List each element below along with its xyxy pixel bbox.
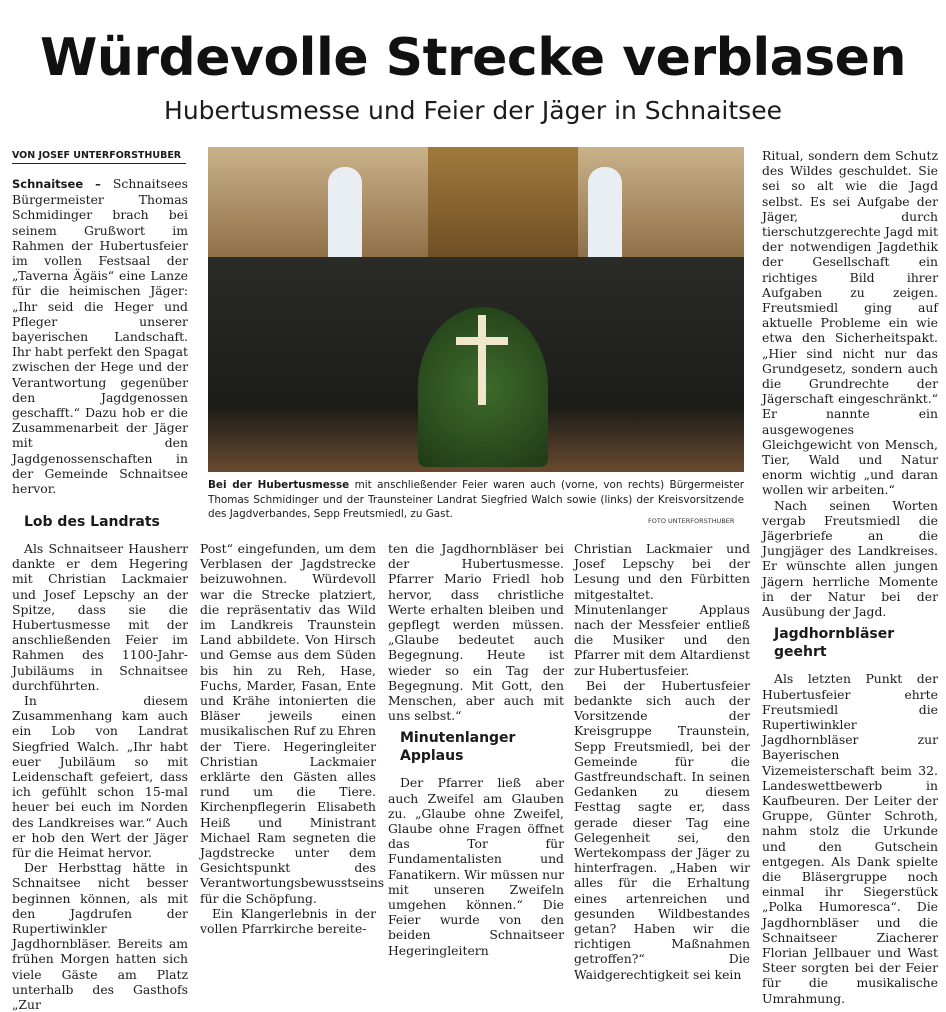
byline: VON JOSEF UNTERFORSTHUBER [12, 150, 186, 164]
caption-text: mit anschließender Feier waren auch (vorne, von rechts) Bürgermeister Thomas Schmidinger und der Traunsteiner Landrat Siegfried Walch sowie (links) der Kreisvorsitzende des Jagdverbandes, Sepp Freutsmiedl, zu Gast. [208, 479, 744, 520]
paragraph: Der Herbsttag hätte in Schnaitsee nicht besser beginnen können, als mit den Jagdrufen der Rupertiwinkler Jagdhornbläser. Bereits am frühen Morgen hatten sich viele Gäste am Platz unterhalb des Gasthofs „Zur [12, 860, 188, 1012]
column-3 [388, 541, 564, 958]
section-heading-lob: Lob des Landrats [24, 514, 160, 530]
paragraph: Ritual, sondern dem Schutz des Wildes geschuldet. Sie sei so alt wie die Jagd selbst. Es sei Aufgabe der Jäger, durch tierschutzgerechte Jagd mit der notwendigen Jagdethik der Gesellschaft ein richtiges Bild ihrer Aufgaben zu zeigen. Freutsmiedl ging auf aktuelle Probleme ein wie etwa den Sicherheitspakt. „Hier sind nicht nur das Grundgesetz, sondern auch die Grundrechte der Jägerschaft eingeschränkt.“ Er nannte ein ausgewogenes Gleichgewicht von Mensch, Tier, Wald und Natur enorm wichtig „und daran wollen wir arbeiten.“ [762, 148, 938, 498]
paragraph: Als letzten Punkt der Hubertusfeier ehrte Freutsmiedl die Rupertiwinkler Jagdhornbläser zur Bayerischen Vizemeisterschaft beim 32. Landeswettbewerb in Kaufbeuren. Der Leiter der Gruppe, Günter Schroth, nahm stolz die Urkunde und den Gutschein entgegen. Als Dank spielte die Bläsergruppe noch einmal ihr Siegerstück „Polka Humoresca“. Die Jagdhornbläser und die Schnaitseer Ziacherer Florian Jellbauer und Wast Steer sorgten bei der Feier für die musikalische Umrahmung. [762, 671, 938, 1006]
section-heading-geehrt: Jagdhornbläser geehrt [774, 626, 895, 661]
paragraph: Post“ eingefunden, um dem Verblasen der Jagdstrecke beizuwohnen. Würdevoll war die Strecke platziert, die repräsentativ das Wild im Landkreis Traunstein Land abbildete. Von Hirsch und Gemse aus dem Süden bis hin zu Reh, Hase, Fuchs, Marder, Fasan, Ente und Krähe intonierten die Bläser jeweils einen musikalischen Ruf zu Ehren der Tiere. Hegeringleiter Christian Lackmaier erklärte den Gästen alles rund um die Tiere. Kirchenpflegerin Elisabeth Heiß und Ministrant Michael Ram segneten die Jagdstrecke unter dem Gesichtspunkt des Verantwortungsbewusstseins für die Schöpfung. [200, 541, 385, 906]
subheadline: Hubertusmesse und Feier der Jäger in Schnaitsee [164, 96, 782, 125]
paragraph: Christian Lackmaier und Josef Lepschy bei der Lesung und den Fürbitten mitgestaltet. Minutenlanger Applaus nach der Messfeier entließ die Musiker und den Pfarrer mit dem Altardienst zur Hubertusfeier. [574, 541, 750, 678]
photo-caption [208, 478, 744, 522]
column-1 [12, 507, 188, 1012]
paragraph: Nach seinen Worten vergab Freutsmiedl die Jägerbriefe an die Jungjäger des Landkreises. Er wünschte allen jungen Jägern herrliche Momente in der Natur bei der Ausübung der Jagd. [762, 497, 938, 620]
paragraph: Als Schnaitseer Hausherr dankte er dem Hegering mit Christian Lackmaier und Josef Lepschy an der Spitze, dass sie die Hubertusmesse mit der anschließenden Feier im Rahmen des 1100-Jahr-Jubiläums in Schnaitsee durchführten. [12, 541, 188, 693]
section-heading-applaus: Minutenlanger Applaus [400, 730, 516, 765]
photo-credit: FOTO UNTERFORSTHUBER [648, 517, 735, 525]
headline: Würdevolle Strecke verblasen [40, 28, 906, 88]
dateline: Schnaitsee – [12, 177, 101, 191]
article-photo [208, 147, 744, 472]
paragraph: In diesem Zusammenhang kam auch ein Lob von Landrat Siegfried Walch. „Ihr habt euer Jubiläum so mit Leidenschaft gefeiert, dass ich gefühlt schon 15-mal heuer bei euch im Norden des Landkreises war.“ Auch er hob den Wert der Jäger für die Heimat hervor. [12, 693, 188, 861]
article-intro [12, 176, 188, 496]
church-window [328, 167, 362, 257]
cross-bar [456, 337, 508, 345]
column-2 [200, 541, 385, 937]
cross [478, 315, 486, 405]
caption-lead: Bei der Hubertusmesse [208, 479, 350, 491]
intro-text: Schnaitsees Bürgermeister Thomas Schmidinger brach bei seinem Grußwort im Rahmen der Hubertusfeier im vollen Festsaal der „Taverna Ägäis“ eine Lanze für die heimischen Jäger: „Ihr seid die Heger und Pfleger unserer bayerischen Landschaft. Ihr habt perfekt den Spagat zwischen der Hege und der Verantwortung gegenüber den Jagdgenossen geschafft.“ Dazu hob er die Zusammenarbeit der Jäger mit den Jagdgenossenschaften in der Gemeinde Schnaitsee hervor. [12, 176, 188, 497]
column-5 [762, 148, 938, 1006]
column-4 [574, 541, 750, 982]
paragraph: Bei der Hubertusfeier bedankte sich auch der Vorsitzende der Kreisgruppe Traunstein, Sepp Freutsmiedl, bei der Gemeinde für die Gastfreundschaft. In seinen Gedanken zu diesem Festtag sagte er, dass gerade dieser Tag eine Gelegenheit sei, den Wertekompass der Jäger zu hinterfragen. „Haben wir alles für die Erhaltung eines artenreichen und gesunden Wildbestandes getan? Haben wir die richtigen Maßnahmen getroffen?“ Die Waidgerechtigkeit sei kein [574, 677, 750, 982]
paragraph: Ein Klangerlebnis in der vollen Pfarrkirche bereite- [200, 905, 376, 937]
paragraph: Der Pfarrer ließ aber auch Zweifel am Glauben zu. „Glaube ohne Zweifel, Glaube ohne Fragen öffnet das Tor für Fundamentalisten und Fanatikern. Wir müssen nur mit unseren Zweifeln umgehen können.“ Die Feier wurde von den beiden Schnaitseer Hegeringleitern [388, 775, 564, 958]
church-window [588, 167, 622, 257]
paragraph: ten die Jagdhornbläser bei der Hubertusmesse. Pfarrer Mario Friedl hob hervor, dass christliche Werte erhalten bleiben und gepflegt werden müssen. „Glaube bedeutet auch Begegnung. Heute ist wieder so ein Tag der Begegnung. Mit Gott, den Menschen, aber auch mit uns selbst.“ [388, 541, 564, 724]
